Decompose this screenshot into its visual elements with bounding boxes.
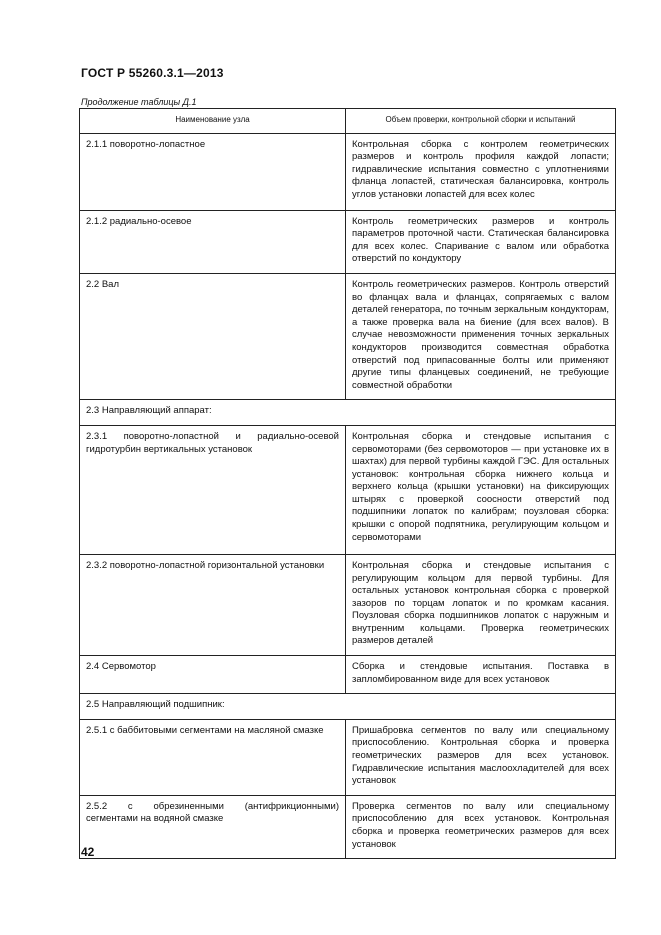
table-row — [80, 425, 616, 554]
table-row — [80, 210, 616, 273]
table-row — [80, 554, 616, 655]
node-cell: 2.5.1 с баббитовыми сегментами на масляной смазке — [80, 719, 346, 795]
requirement-cell: Контроль геометрических размеров. Контроль отверстий во фланцах вала и фланцах, сопрягаемых с валом деталей генератора, по точным зеркальным кондукторам, а также проверка вала на биение (для всех валов). В случае невозможности применения точных зеркальных кондукторов производится совместная обработка отверстий под припасованные болты или применяют другие типы фланцевых соединений, не требующие совместной обработки — [346, 273, 616, 399]
section-row — [80, 694, 616, 720]
table-row — [80, 133, 616, 210]
node-cell: 2.1.2 радиально-осевое — [80, 210, 346, 273]
table-row — [80, 795, 616, 858]
column-header-scope: Объем проверки, контрольной сборки и испытаний — [346, 109, 616, 134]
requirement-cell: Контрольная сборка и стендовые испытания с регулирующим кольцом для первой турбины. Для остальных установок контрольная сборка с проверкой зазоров по торцам лопаток и по кромкам касания. Поузловая сборка подшипников лопаток с наружным и внутренним кольцами. Проверка геометрических размеров деталей — [346, 554, 616, 655]
specification-table — [79, 108, 616, 859]
node-cell: 2.4 Сервомотор — [80, 656, 346, 694]
table-row — [80, 273, 616, 399]
requirement-cell: Контрольная сборка и стендовые испытания с сервомоторами (без сервомоторов — при установке их в шахтах) для первой турбины каждой ГЭС. Для остальных установок: контрольная сборка нижнего кольца и верхнего кольца (крышки установки) на фиксирующих штырях с проверкой соосности отверстий под подшипники лопаток по калибрам; поузловая сборка: крышки с опорой подпятника, регулирующим кольцом и сервомоторами — [346, 425, 616, 554]
document-header: ГОСТ Р 55260.3.1—2013 — [81, 66, 224, 80]
node-cell: 2.2 Вал — [80, 273, 346, 399]
requirement-cell: Контрольная сборка с контролем геометрических размеров и контроль профиля каждой лопасти; гидравлические испытания совместно с уплотнениями фланца лопастей, статическая балансировка, контроль углов установки лопастей для всех колес — [346, 133, 616, 210]
column-header-node: Наименование узла — [80, 109, 346, 134]
requirement-cell: Проверка сегментов по валу или специальному приспособлению для всех установок. Контрольная сборка и проверка геометрических размеров для всех установок — [346, 795, 616, 858]
requirement-cell: Сборка и стендовые испытания. Поставка в запломбированном виде для всех установок — [346, 656, 616, 694]
requirement-cell: Пришабровка сегментов по валу или специальному приспособлению. Контрольная сборка и проверка геометрических размеров для всех установок. Гидравлические испытания маслоохладителей для всех установок — [346, 719, 616, 795]
node-cell: 2.3.2 поворотно-лопастной горизонтальной установки — [80, 554, 346, 655]
section-cell: 2.5 Направляющий подшипник: — [80, 694, 616, 720]
requirement-cell: Контроль геометрических размеров и контроль параметров проточной части. Статическая балансировка для всех колес. Спаривание с валом или обработка отверстий по кондуктору — [346, 210, 616, 273]
table-header-row — [80, 109, 616, 134]
node-cell: 2.1.1 поворотно-лопастное — [80, 133, 346, 210]
node-cell: 2.3.1 поворотно-лопастной и радиально-осевой гидротурбин вертикальных установок — [80, 425, 346, 554]
table-row — [80, 719, 616, 795]
section-cell: 2.3 Направляющий аппарат: — [80, 400, 616, 426]
section-row — [80, 400, 616, 426]
table-row — [80, 656, 616, 694]
node-cell: 2.5.2 с обрезиненными (антифрикционными) сегментами на водяной смазке — [80, 795, 346, 858]
page-number: 42 — [81, 845, 95, 859]
table-caption: Продолжение таблицы Д.1 — [81, 97, 197, 107]
